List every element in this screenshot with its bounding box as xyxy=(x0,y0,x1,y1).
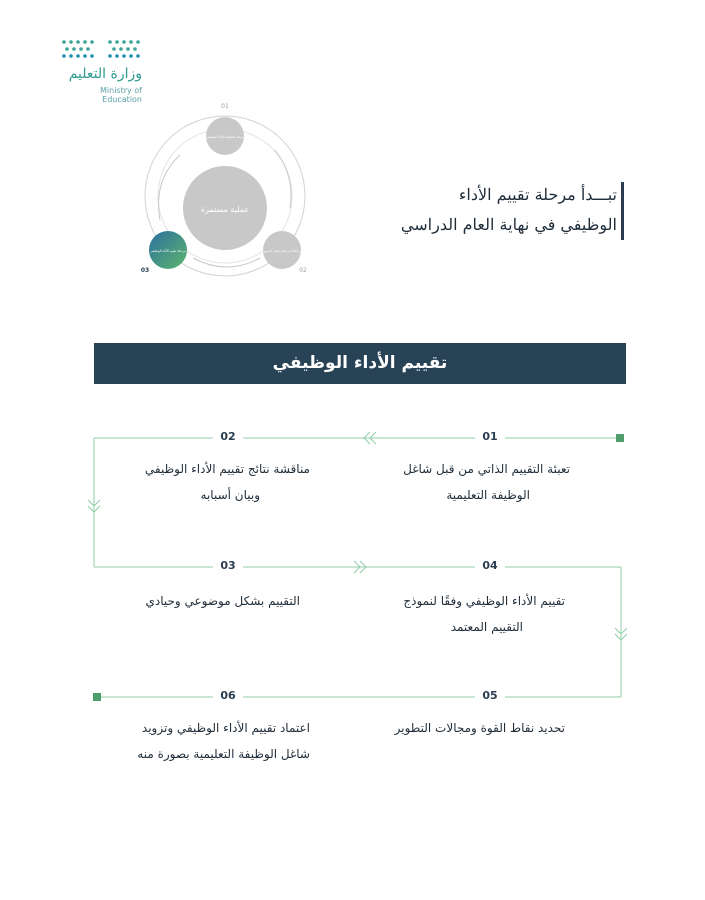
flow-end-marker xyxy=(93,693,101,701)
cycle-node-1-label: مرحلة تخطيط الأداء الوظيفي xyxy=(205,135,245,139)
step-5-text xyxy=(360,715,565,741)
step-1-text xyxy=(360,456,570,508)
step-4-line-2: التقييم المعتمد xyxy=(450,620,523,634)
step-3-number: 03 xyxy=(213,559,243,572)
cycle-node-3-number: 03 xyxy=(140,267,150,274)
ministry-logo-english: Ministry of Education xyxy=(100,86,142,104)
step-4-number: 04 xyxy=(475,559,505,572)
cycle-center-label: عملية مستمرة xyxy=(200,205,250,214)
intro-line-2: الوظيفي في نهاية العام الدراسي xyxy=(400,215,617,234)
step-2-line-1: مناقشة نتائج تقييم الأداء الوظيفي xyxy=(144,462,310,476)
section-banner: تقييم الأداء الوظيفي xyxy=(94,343,626,384)
step-3-text xyxy=(100,588,300,614)
step-6-text xyxy=(100,715,310,767)
step-5-line-1: تحديد نقاط القوة ومجالات التطوير xyxy=(394,721,565,735)
step-6-number: 06 xyxy=(213,689,243,702)
step-2-number: 02 xyxy=(213,430,243,443)
step-5-number: 05 xyxy=(475,689,505,702)
cycle-node-3-label: مرحلة تقييم الأداء الوظيفي xyxy=(150,249,186,253)
step-3-line-1: التقييم بشكل موضوعي وحيادي xyxy=(145,594,300,608)
step-4-text xyxy=(360,588,565,640)
step-6-line-2: شاغل الوظيفة التعليمية بصورة منه xyxy=(137,747,310,761)
step-2-text xyxy=(100,456,310,508)
step-1-line-2: الوظيفة التعليمية xyxy=(446,488,530,502)
step-2-line-2: وبيان أسبابه xyxy=(200,488,260,502)
step-4-line-1: تقييم الأداء الوظيفي وفقًا لنموذج xyxy=(403,594,565,608)
ministry-logo-arabic: وزارة التعليم xyxy=(68,66,142,82)
intro-line-1: تبـــدأ مرحلة تقييم الأداء xyxy=(458,185,617,204)
step-6-line-1: اعتماد تقييم الأداء الوظيفي وتزويد xyxy=(141,721,310,735)
flow-start-marker xyxy=(616,434,624,442)
cycle-node-1-number: 01 xyxy=(221,103,229,110)
step-1-line-1: تعبئة التقييم الذاتي من قبل شاغل xyxy=(403,462,570,476)
cycle-node-2-label: مرحلة المراجعة نصف السنوية xyxy=(262,249,302,253)
step-1-number: 01 xyxy=(475,430,505,443)
cycle-node-2-number: 02 xyxy=(299,267,307,274)
